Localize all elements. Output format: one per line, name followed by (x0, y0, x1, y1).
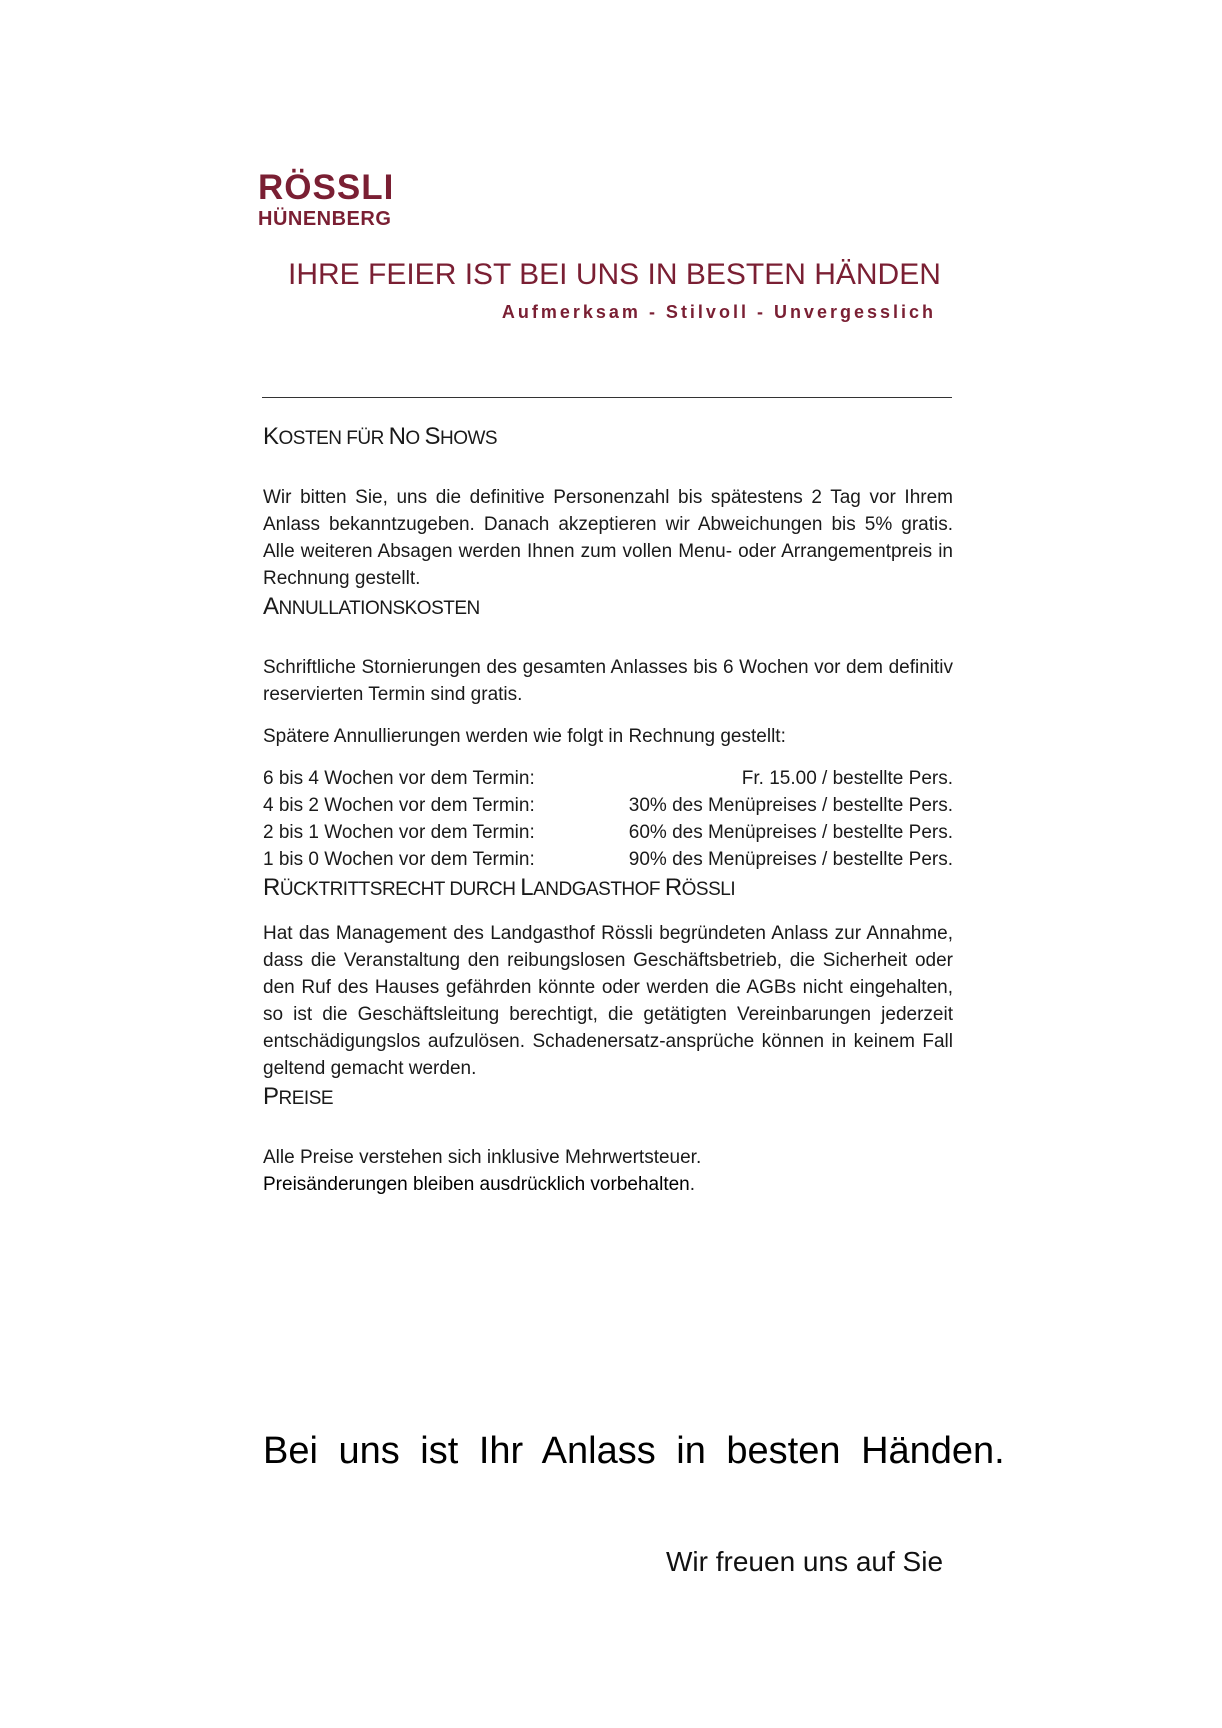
roessli-logo (258, 170, 394, 229)
noshows-text: Wir bitten Sie, uns die definitive Personenzahl bis spätestens 2 Tag vor Ihrem Anlass bekanntzugeben. Danach akzeptieren wir Abweichungen bis 5% gratis. Alle weiteren Absagen werden Ihnen zum vollen Menu- oder Arrangementpreis in Rechnung gestellt. (263, 487, 953, 589)
fee-cost: 90% des Menüpreises / bestellte Pers. (628, 849, 953, 870)
prices-note: Preisänderungen bleiben ausdrücklich vorbehalten (263, 1174, 690, 1195)
heading-noshows: KOSTEN FÜR NO SHOWS (263, 423, 498, 450)
closing-statement: Bei uns ist Ihr Anlass in besten Händen. (263, 1430, 1005, 1472)
cancellation-fees-table (263, 765, 953, 873)
tagline-subtitle: Aufmerksam - Stilvoll - Unvergesslich (501, 302, 936, 322)
prices-text-2: Preisänderungen bleiben ausdrücklich vorbehalten. (263, 1174, 696, 1195)
logo-line-2: HÜNENBERG (258, 208, 392, 230)
logo-line-1: RÖSSLI (258, 168, 395, 207)
fee-row (263, 846, 953, 873)
header-divider (262, 397, 952, 398)
fee-row (263, 765, 953, 792)
fee-period: 4 bis 2 Wochen vor dem Termin: (263, 795, 535, 816)
fee-cost: 60% des Menüpreises / bestellte Pers. (628, 822, 953, 843)
annullation-text-2: Spätere Annullierungen werden wie folgt in Rechnung gestellt: (263, 726, 786, 747)
fee-cost: Fr. 15.00 / bestellte Pers. (741, 768, 953, 789)
fee-row (263, 819, 953, 846)
withdrawal-text: Hat das Management des Landgasthof Rössli begründeten Anlass zur Annahme, dass die Veranstaltung den reibungslosen Geschäftsbetrieb, die Sicherheit oder den Ruf des Hauses gefährden könnte oder werden die AGBs nicht eingehalten, so ist die Geschäftsleitung berechtigt, die getätigten Vereinbarungen jederzeit entschädigungslos aufzulösen. Schadenersatz-ansprüche können in keinem Fall geltend gemacht werden. (263, 923, 953, 1079)
signoff: Wir freuen uns auf Sie (666, 1546, 944, 1577)
document-body (263, 422, 953, 1198)
fee-period: 6 bis 4 Wochen vor dem Termin: (263, 768, 535, 789)
tagline (288, 258, 941, 323)
tagline-title: IHRE FEIER IST BEI UNS IN BESTEN HÄNDEN (288, 258, 941, 291)
heading-withdrawal: RÜCKTRITTSRECHT DURCH LANDGASTHOF RÖSSLI (263, 874, 736, 901)
heading-annullation: ANNULLATIONSKOSTEN (263, 593, 480, 620)
fee-row (263, 792, 953, 819)
heading-prices: PREISE (263, 1083, 334, 1110)
annullation-text-1: Schriftliche Stornierungen des gesamten Anlasses bis 6 Wochen vor dem definitiv reservierten Termin sind gratis. (263, 657, 953, 705)
prices-text-1: Alle Preise verstehen sich inklusive Mehrwertsteuer. (263, 1147, 702, 1168)
fee-period: 1 bis 0 Wochen vor dem Termin: (263, 849, 535, 870)
fee-cost: 30% des Menüpreises / bestellte Pers. (628, 795, 953, 816)
fee-period: 2 bis 1 Wochen vor dem Termin: (263, 822, 535, 843)
